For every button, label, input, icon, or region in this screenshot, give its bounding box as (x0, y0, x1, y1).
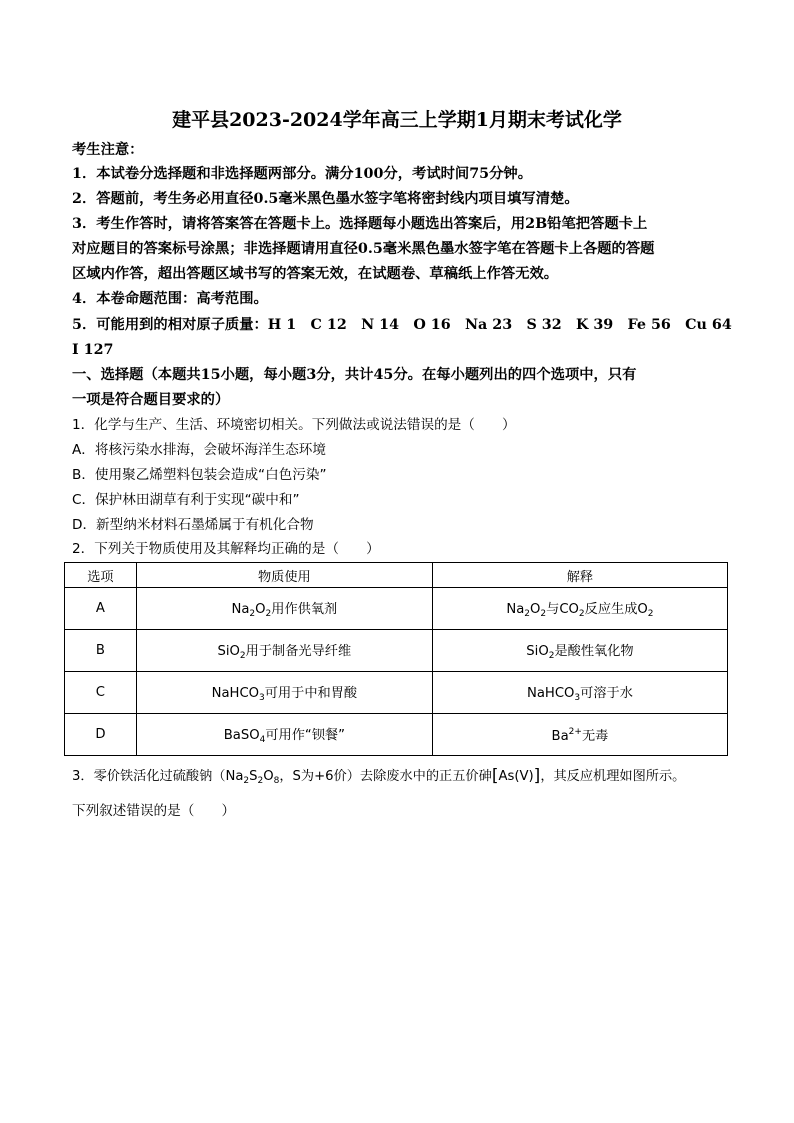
question-1-option-a: A．将核污染水排海，会破坏海洋生态环境 (72, 442, 326, 458)
row-option: B (65, 630, 137, 672)
question-1-stem: 1．化学与生产、生活、环境密切相关。下列做法或说法错误的是（ ） (72, 417, 516, 433)
notice-item-1: 1．本试卷分选择题和非选择题两部分。满分100分，考试时间75分钟。 (72, 166, 532, 182)
question-1-option-d: D．新型纳米材料石墨烯属于有机化合物 (72, 517, 314, 533)
row-use: SiO$_2$用于制备光导纤维 (136, 630, 432, 672)
header-use: 物质使用 (136, 563, 432, 588)
question-1-option-b: B．使用聚乙烯塑料包装会造成“白色污染” (72, 467, 327, 483)
header-option: 选项 (65, 563, 137, 588)
row-explain: SiO$_2$是酸性氧化物 (432, 630, 727, 672)
row-option: A (65, 588, 137, 630)
table-row (65, 714, 728, 756)
row-explain: $Na_2O_2$与$CO_2$反应生成$O_2$ (432, 588, 727, 630)
question-3-stem-line-2: 下列叙述错误的是（ ） (72, 803, 236, 819)
table-row (65, 588, 728, 630)
notice-item-3-line-1: 3．考生作答时，请将答案答在答题卡上。选择题每小题选出答案后，用2B铅笔把答题卡上 (72, 216, 648, 232)
row-use: $Na_2O_2$用作供氧剂 (136, 588, 432, 630)
question-2-table (64, 562, 728, 756)
question-1-option-c: C．保护林田湖草有利于实现“碳中和” (72, 492, 300, 508)
table-header-row (65, 563, 728, 588)
notice-heading: 考生注意： (72, 142, 144, 158)
notice-item-5-line-1: 5．可能用到的相对原子质量：H 1 C 12 N 14 O 16 Na 23 S 32 K 39 Fe 56 Cu 64 (72, 317, 732, 333)
notice-item-4: 4．本卷命题范围：高考范围。 (72, 291, 268, 307)
table-row (65, 672, 728, 714)
section-1-heading-line-2: 一项是符合题目要求的） (72, 392, 230, 408)
row-explain: $Ba^{2+}$无毒 (432, 714, 727, 756)
notice-item-3-line-3: 区域内作答，超出答题区域书写的答案无效，在试题卷、草稿纸上作答无效。 (72, 266, 559, 282)
notice-item-2: 2．答题前，考生务必用直径0.5毫米黑色墨水签字笔将密封线内项目填写清楚。 (72, 191, 579, 207)
notice-item-5-line-2: I 127 (72, 342, 114, 358)
section-1-heading-line-1: 一、选择题（本题共15小题，每小题3分，共计45分。在每小题列出的四个选项中，只有 (72, 367, 637, 383)
question-2-stem: 2．下列关于物质使用及其解释均正确的是（ ） (72, 541, 380, 557)
row-explain: NaHCO$_3$可溶于水 (432, 672, 727, 714)
question-3-stem-line-1: 3．零价铁活化过硫酸钠（$Na_2S_2O_8$，S为+6价）去除废水中的正五价砷[As(V)]，其反应机理如图所示。 (72, 766, 686, 786)
header-explain: 解释 (432, 563, 727, 588)
exam-title: 建平县2023-2024学年高三上学期1月期末考试化学 (172, 109, 622, 131)
row-use: BaSO$_4$可用作“钡餐” (136, 714, 432, 756)
notice-item-3-line-2: 对应题目的答案标号涂黑；非选择题请用直径0.5毫米黑色墨水签字笔在答题卡上各题的答题 (72, 241, 655, 257)
row-use: NaHCO$_3$可用于中和胃酸 (136, 672, 432, 714)
table-row (65, 630, 728, 672)
row-option: C (65, 672, 137, 714)
row-option: D (65, 714, 137, 756)
